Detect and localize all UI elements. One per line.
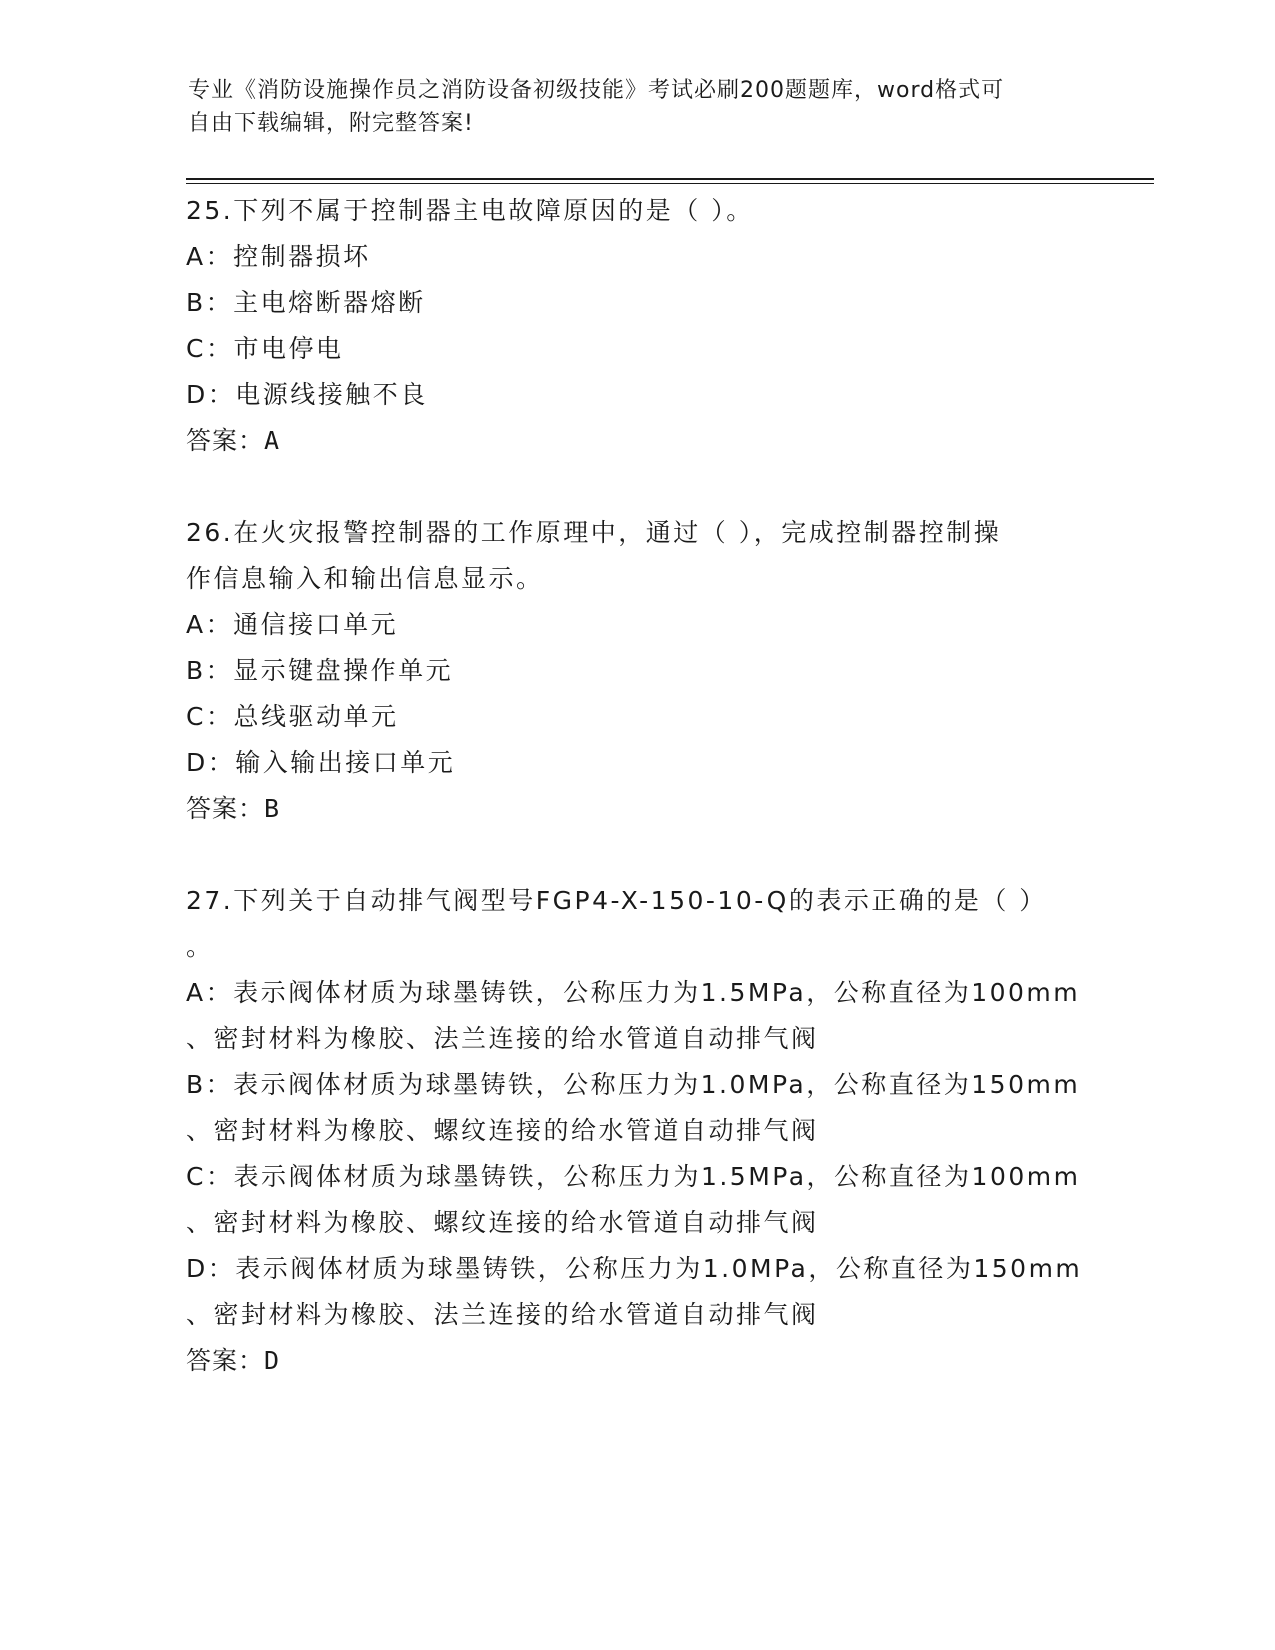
question-27 xyxy=(186,878,1106,1384)
option-d-line-1: D：表示阀体材质为球墨铸铁，公称压力为1.0MPa，公称直径为150mm xyxy=(186,1254,1083,1283)
document-header xyxy=(188,74,1088,140)
header-divider-thin xyxy=(186,183,1154,184)
option-d: D：电源线接触不良 xyxy=(186,380,428,409)
question-26 xyxy=(186,510,1106,832)
question-stem-line-2: 。 xyxy=(186,932,214,961)
header-line-1: 专业《消防设施操作员之消防设备初级技能》考试必刷200题题库，word格式可 xyxy=(188,78,1005,103)
question-stem: 25.下列不属于控制器主电故障原因的是（ ）。 xyxy=(186,196,754,225)
header-divider-thick xyxy=(186,178,1154,180)
question-stem-line-2: 作信息输入和输出信息显示。 xyxy=(186,564,544,593)
option-b: B：主电熔断器熔断 xyxy=(186,288,426,317)
option-a: A：控制器损坏 xyxy=(186,242,371,271)
option-a-line-2: 、密封材料为橡胶、法兰连接的给水管道自动排气阀 xyxy=(186,1024,819,1053)
question-list xyxy=(186,188,1106,1430)
option-b: B：显示键盘操作单元 xyxy=(186,656,454,685)
option-c: C：总线驱动单元 xyxy=(186,702,399,731)
option-b-line-2: 、密封材料为橡胶、螺纹连接的给水管道自动排气阀 xyxy=(186,1116,819,1145)
option-d-line-2: 、密封材料为橡胶、法兰连接的给水管道自动排气阀 xyxy=(186,1300,819,1329)
option-b-line-1: B：表示阀体材质为球墨铸铁，公称压力为1.0MPa，公称直径为150mm xyxy=(186,1070,1081,1099)
answer: 答案：A xyxy=(186,426,281,455)
answer: 答案：D xyxy=(186,1346,281,1375)
question-25 xyxy=(186,188,1106,464)
option-c-line-2: 、密封材料为橡胶、螺纹连接的给水管道自动排气阀 xyxy=(186,1208,819,1237)
question-stem-line-1: 26.在火灾报警控制器的工作原理中，通过（ ），完成控制器控制操 xyxy=(186,518,1002,547)
question-stem-line-1: 27.下列关于自动排气阀型号FGP4-X-150-10-Q的表示正确的是（ ） xyxy=(186,886,1047,915)
option-a: A：通信接口单元 xyxy=(186,610,399,639)
option-a-line-1: A：表示阀体材质为球墨铸铁，公称压力为1.5MPa，公称直径为100mm xyxy=(186,978,1081,1007)
answer: 答案：B xyxy=(186,794,281,823)
option-c: C：市电停电 xyxy=(186,334,344,363)
header-line-2: 自由下载编辑，附完整答案! xyxy=(188,111,474,136)
option-d: D：输入输出接口单元 xyxy=(186,748,456,777)
option-c-line-1: C：表示阀体材质为球墨铸铁，公称压力为1.5MPa，公称直径为100mm xyxy=(186,1162,1081,1191)
